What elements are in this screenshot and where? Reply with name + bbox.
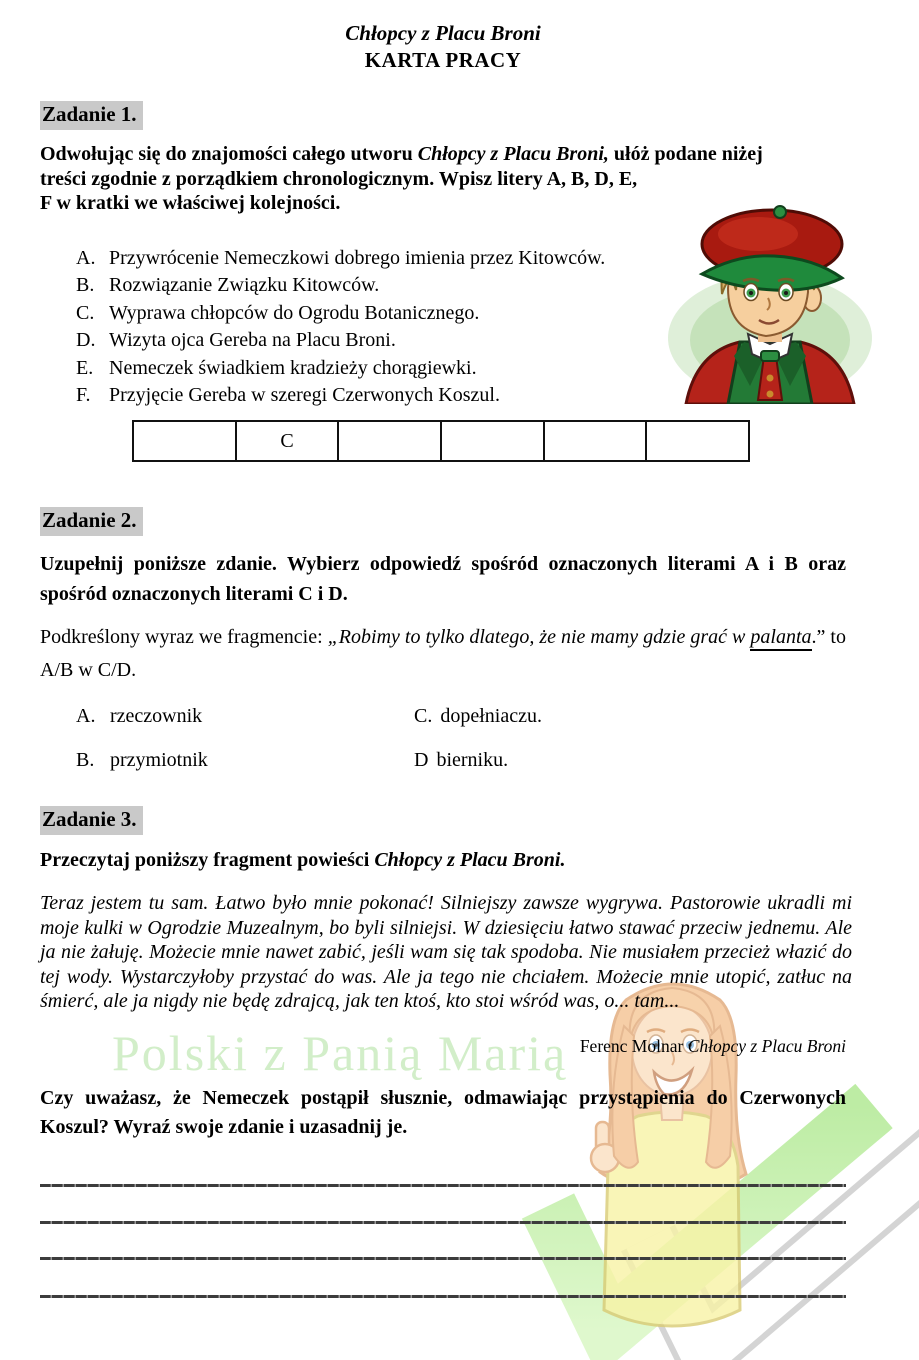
task1-instruction [40, 142, 860, 216]
task2-heading: Zadanie 2. [40, 507, 143, 536]
option-row [76, 705, 866, 728]
answer-line[interactable] [40, 1295, 846, 1298]
task2-instruction: Uzupełnij poniższe zdanie. Wybierz odpowiedź spośród oznaczonych literami A i B oraz spośród oznaczonych literami C i D. [40, 553, 846, 605]
list-item-text: Nemeczek świadkiem kradzieży chorągiewki. [109, 356, 477, 379]
list-item-text: Wyprawa chłopców do Ogrodu Botanicznego. [109, 301, 480, 324]
list-item-letter: D. [76, 329, 96, 352]
list-item-letter: F. [76, 384, 91, 407]
option-c-label: C. [414, 705, 433, 727]
task2-options [76, 705, 866, 793]
task1-instruction-part2: ułóż podane niżej [608, 143, 763, 165]
task1-book-title: Chłopcy z Placu Broni, [417, 143, 609, 165]
option-b-text: przymiotnik [110, 749, 208, 771]
answer-cell[interactable] [543, 422, 646, 460]
option-row [76, 749, 866, 772]
task2-sentence-lead: Podkreślony wyraz we fragmencie: [40, 626, 328, 648]
task3-instruction [40, 849, 846, 872]
task1-instruction-rest: treści zgodnie z porządkiem chronologicznym. Wpisz litery A, B, D, E, F w kratki we właściwej kolejności. [40, 167, 638, 214]
answer-cell[interactable]: C [235, 422, 338, 460]
page-title: Chłopcy z Placu Broni [345, 21, 541, 45]
option-b-label: B. [76, 749, 95, 771]
answer-cell[interactable] [645, 422, 748, 460]
task3-question: Czy uważasz, że Nemeczek postąpił słusznie, odmawiając przystąpienia do Czerwonych Koszul? Wyraź swoje zdanie i uzasadnij je. [40, 1087, 846, 1138]
attribution-author: Ferenc Molnar [579, 1036, 688, 1056]
task2-sentence-tail: to A/B w C/D. [40, 626, 846, 681]
list-item [76, 355, 696, 382]
option-a-text: rzeczownik [110, 705, 203, 727]
answer-line[interactable] [40, 1184, 846, 1187]
fragment-attribution [40, 1036, 846, 1057]
answer-line[interactable] [40, 1221, 846, 1224]
page-header [40, 20, 846, 74]
task1-heading: Zadanie 1. [40, 101, 143, 130]
list-item [76, 300, 696, 327]
attribution-book: Chłopcy z Placu Broni [687, 1036, 846, 1056]
option-d-text: bierniku. [436, 749, 509, 771]
answer-cell[interactable] [440, 422, 543, 460]
task2-underlined-word: palanta [750, 626, 811, 651]
answer-table [132, 420, 750, 462]
list-item-text: Przywrócenie Nemeczkowi dobrego imienia przez Kitowców. [109, 247, 606, 269]
list-item-letter: B. [76, 274, 95, 297]
option-a-label: A. [76, 705, 96, 727]
task3-heading: Zadanie 3. [40, 806, 143, 835]
answer-cell[interactable] [337, 422, 440, 460]
task3-instruction-text: Przeczytaj poniższy fragment powieści [40, 849, 375, 871]
task1-event-list [76, 245, 696, 409]
list-item-text: Rozwiązanie Związku Kitowców. [109, 274, 380, 297]
list-item-text: Wizyta ojca Gereba na Placu Broni. [109, 329, 396, 352]
task3-fragment: Teraz jestem tu sam. Łatwo było mnie pokonać! Silniejszy zawsze wygrywa. Pastorowie ukradli mi moje kulki w Ogrodzie Muzealnym, bo byli silniejsi. W dziesięciu łatwo stawać przeciw jednemu. Ale ja nie żałuję. Możecie mnie nawet zabić, jeśli wam się tak spodoba. Nie musiałem przecież włazić do tej wody. Wystarczyłoby przystać do was. Ale ja tego nie chciałem. Możecie mnie utopić, zatłuc na śmierć, ale ja nigdy nie będę zdrajcą, jak ten ktoś, kto stoi wśród was, o... tam... [40, 892, 852, 1013]
list-item-text: Przyjęcie Gereba w szeregi Czerwonych Koszul. [109, 384, 500, 407]
list-item-letter: A. [76, 247, 96, 269]
task2-sentence [40, 621, 846, 687]
option-d-label: D [414, 749, 429, 771]
list-item [76, 272, 696, 299]
task2-quote-start: „Robimy to tylko dlatego, że nie mamy gdzie grać w [327, 626, 751, 648]
list-item [76, 245, 696, 272]
page-subtitle: KARTA PRACY [364, 48, 522, 72]
task3-book-title: Chłopcy z Placu Broni. [374, 849, 566, 871]
answer-cell[interactable] [134, 422, 235, 460]
list-item [76, 327, 696, 354]
task2-quote-end: .” [811, 626, 826, 648]
list-item [76, 382, 696, 409]
task1-instruction-part1: Odwołując się do znajomości całego utworu [40, 143, 418, 165]
option-c-text: dopełniaczu. [440, 705, 542, 727]
brand-watermark: Polski z Panią Marią [112, 1025, 568, 1081]
answer-line[interactable] [40, 1257, 846, 1260]
list-item-letter: C. [76, 301, 95, 324]
list-item-letter: E. [76, 356, 94, 379]
